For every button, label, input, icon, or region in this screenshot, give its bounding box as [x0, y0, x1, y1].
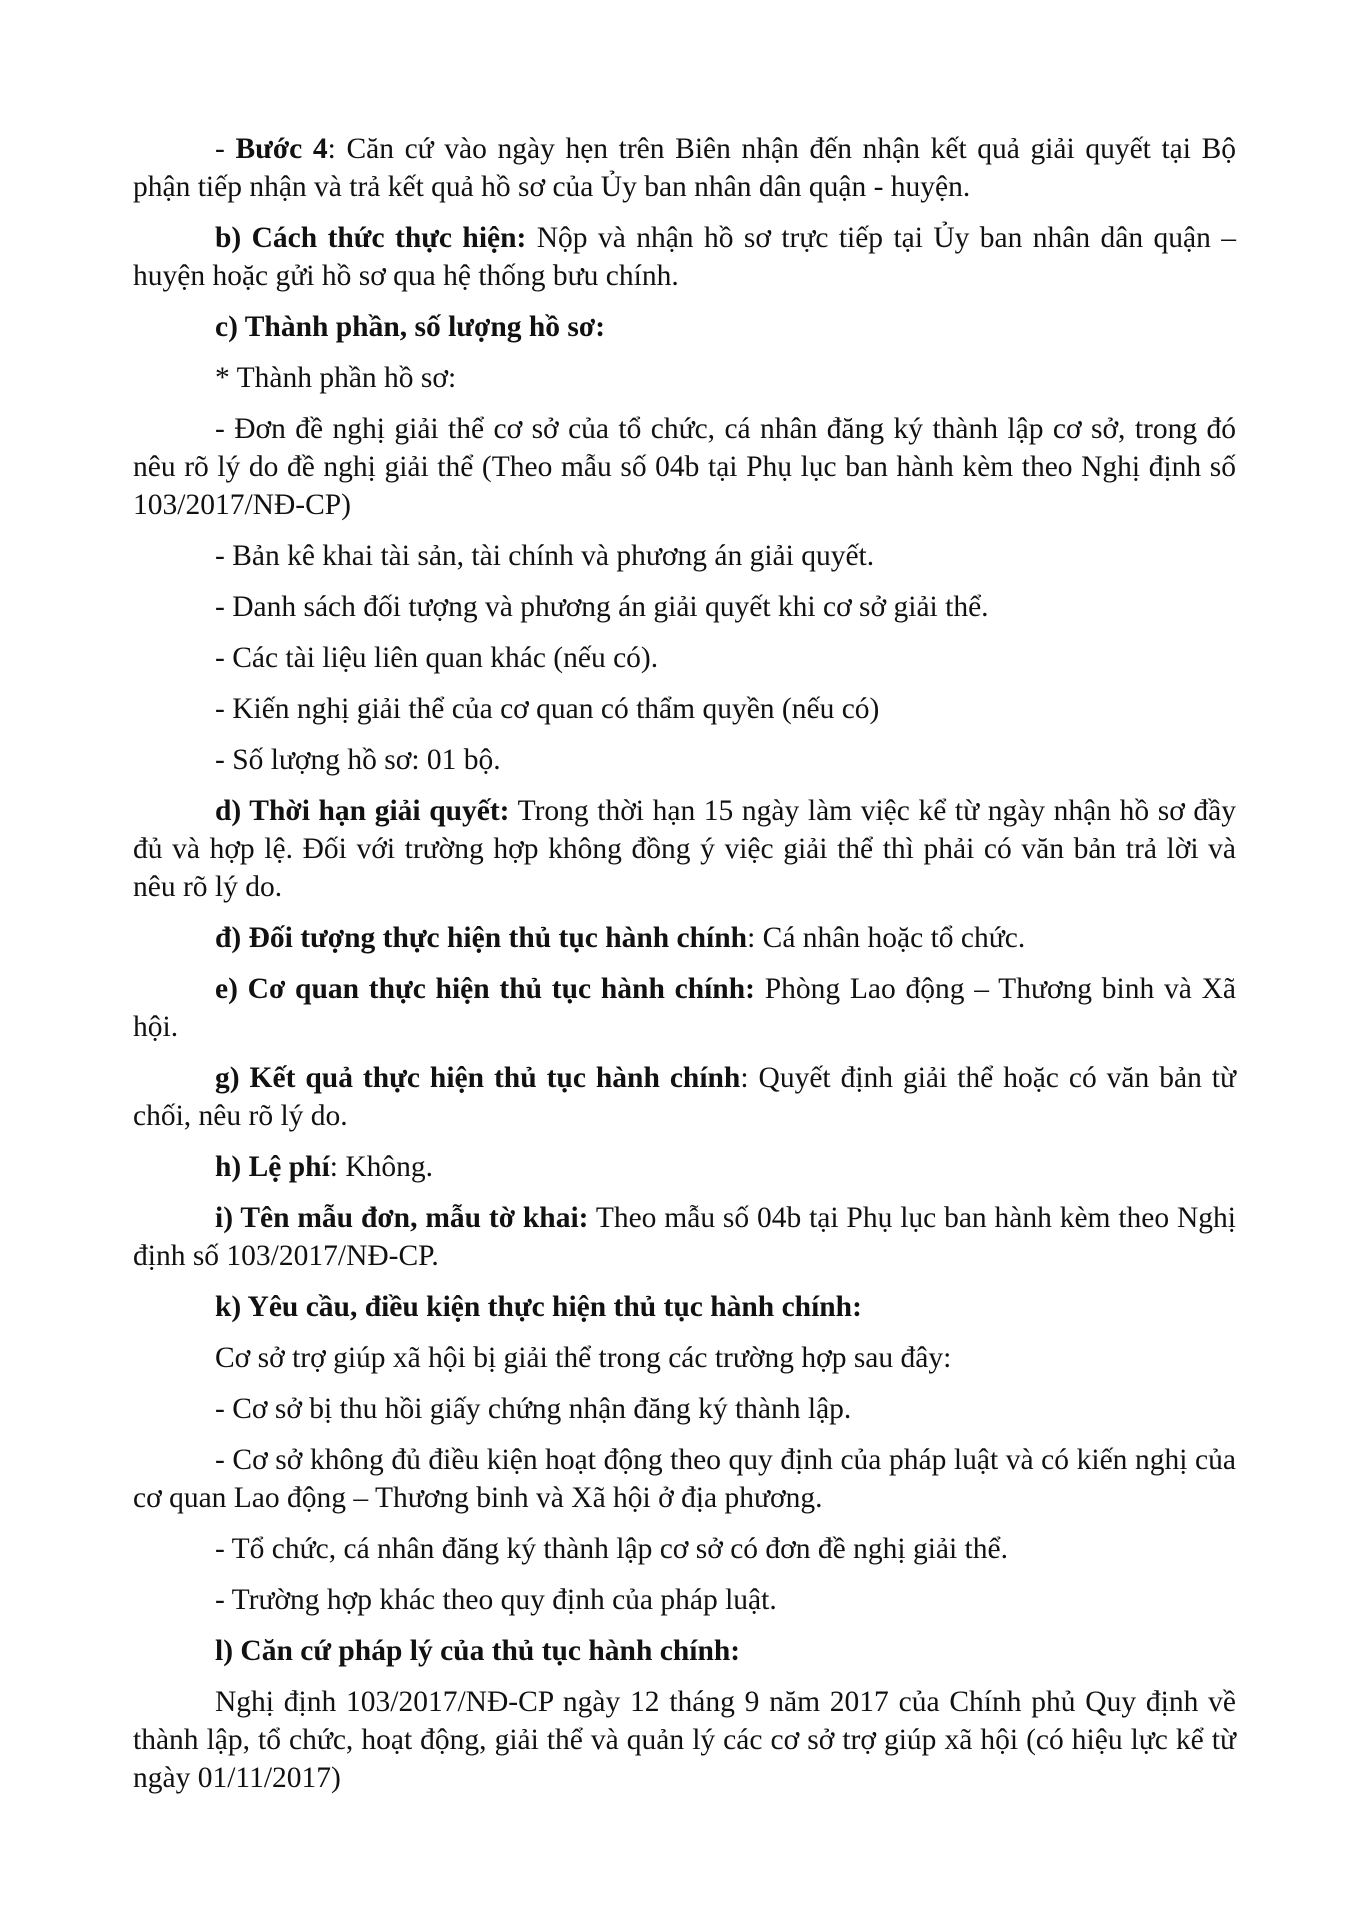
list-item: - Danh sách đối tượng và phương án giải quyết khi cơ sở giải thể.: [215, 591, 989, 623]
section-e-label: e) Cơ quan thực hiện thủ tục hành chính:: [215, 973, 755, 1005]
list-item: - Cơ sở bị thu hồi giấy chứng nhận đăng ký thành lập.: [215, 1393, 852, 1425]
section-d-paragraph: [133, 792, 1236, 906]
section-l-label: l) Căn cứ pháp lý của thủ tục hành chính:: [215, 1635, 741, 1667]
list-item: - Trường hợp khác theo quy định của pháp luật.: [215, 1584, 777, 1616]
section-d-text: Trong thời hạn 15 ngày làm việc kể từ ngày nhận hồ sơ đầy đủ và hợp lệ. Đối với trường hợp không đồng ý việc giải thể thì phải có văn bản trả lời và nêu rõ lý do.: [133, 795, 1236, 903]
step4-label: Bước 4: [235, 133, 328, 165]
section-c-subheading: * Thành phần hồ sơ:: [215, 362, 457, 394]
section-dd-paragraph: [133, 919, 1236, 957]
section-b-paragraph: [133, 219, 1236, 295]
section-c-heading: [133, 308, 1236, 346]
section-c-label: c) Thành phần, số lượng hồ sơ:: [215, 311, 606, 343]
section-dd-text: : Cá nhân hoặc tổ chức.: [747, 922, 1026, 954]
section-e-paragraph: [133, 970, 1236, 1046]
step4-prefix: -: [215, 133, 236, 165]
section-k-intro: Cơ sở trợ giúp xã hội bị giải thể trong các trường hợp sau đây:: [215, 1342, 952, 1374]
list-item: - Đơn đề nghị giải thể cơ sở của tổ chức, cá nhân đăng ký thành lập cơ sở, trong đó nêu rõ lý do đề nghị giải thể (Theo mẫu số 04b tại Phụ lục ban hành kèm theo Nghị định số 103/2017/NĐ-CP): [133, 413, 1236, 521]
section-h-text: : Không.: [329, 1151, 434, 1183]
section-dd-label: đ) Đối tượng thực hiện thủ tục hành chính: [215, 922, 748, 954]
section-h-label: h) Lệ phí: [215, 1151, 330, 1183]
list-item: - Bản kê khai tài sản, tài chính và phương án giải quyết.: [215, 540, 875, 572]
step4-text: : Căn cứ vào ngày hẹn trên Biên nhận đến nhận kết quả giải quyết tại Bộ phận tiếp nhận và trả kết quả hồ sơ của Ủy ban nhân dân quận - huyện.: [133, 133, 1237, 203]
section-b-label: b) Cách thức thực hiện:: [215, 222, 527, 254]
list-item: - Cơ sở không đủ điều kiện hoạt động theo quy định của pháp luật và có kiến nghị của cơ quan Lao động – Thương binh và Xã hội ở địa phương.: [133, 1444, 1236, 1514]
section-g-paragraph: [133, 1059, 1236, 1135]
section-k-heading: [133, 1288, 1236, 1326]
section-l-heading: [133, 1632, 1236, 1670]
list-item: - Tổ chức, cá nhân đăng ký thành lập cơ sở có đơn đề nghị giải thể.: [215, 1533, 1008, 1565]
section-i-paragraph: [133, 1199, 1236, 1275]
section-d-label: d) Thời hạn giải quyết:: [215, 795, 510, 827]
section-g-label: g) Kết quả thực hiện thủ tục hành chính: [215, 1062, 741, 1094]
section-k-label: k) Yêu cầu, điều kiện thực hiện thủ tục hành chính:: [215, 1291, 862, 1323]
section-e-text: Phòng Lao động – Thương binh và Xã hội.: [133, 973, 1236, 1043]
list-item: - Số lượng hồ sơ: 01 bộ.: [215, 744, 501, 776]
section-i-label: i) Tên mẫu đơn, mẫu tờ khai:: [215, 1202, 589, 1234]
list-item: - Các tài liệu liên quan khác (nếu có).: [215, 642, 659, 674]
section-i-text: Theo mẫu số 04b tại Phụ lục ban hành kèm theo Nghị định số 103/2017/NĐ-CP.: [133, 1202, 1236, 1272]
list-item: - Kiến nghị giải thể của cơ quan có thẩm quyền (nếu có): [215, 693, 880, 725]
section-b-text: Nộp và nhận hồ sơ trực tiếp tại Ủy ban nhân dân quận – huyện hoặc gửi hồ sơ qua hệ thống bưu chính.: [133, 222, 1236, 292]
document-page: [133, 130, 1236, 1810]
step4-paragraph: [133, 130, 1236, 206]
section-h-paragraph: [133, 1148, 1236, 1186]
section-l-text: Nghị định 103/2017/NĐ-CP ngày 12 tháng 9 năm 2017 của Chính phủ Quy định về thành lập, tổ chức, hoạt động, giải thể và quản lý các cơ sở trợ giúp xã hội (có hiệu lực kể từ ngày 01/11/2017): [133, 1686, 1236, 1794]
section-g-text: : Quyết định giải thể hoặc có văn bản từ chối, nêu rõ lý do.: [133, 1062, 1236, 1132]
